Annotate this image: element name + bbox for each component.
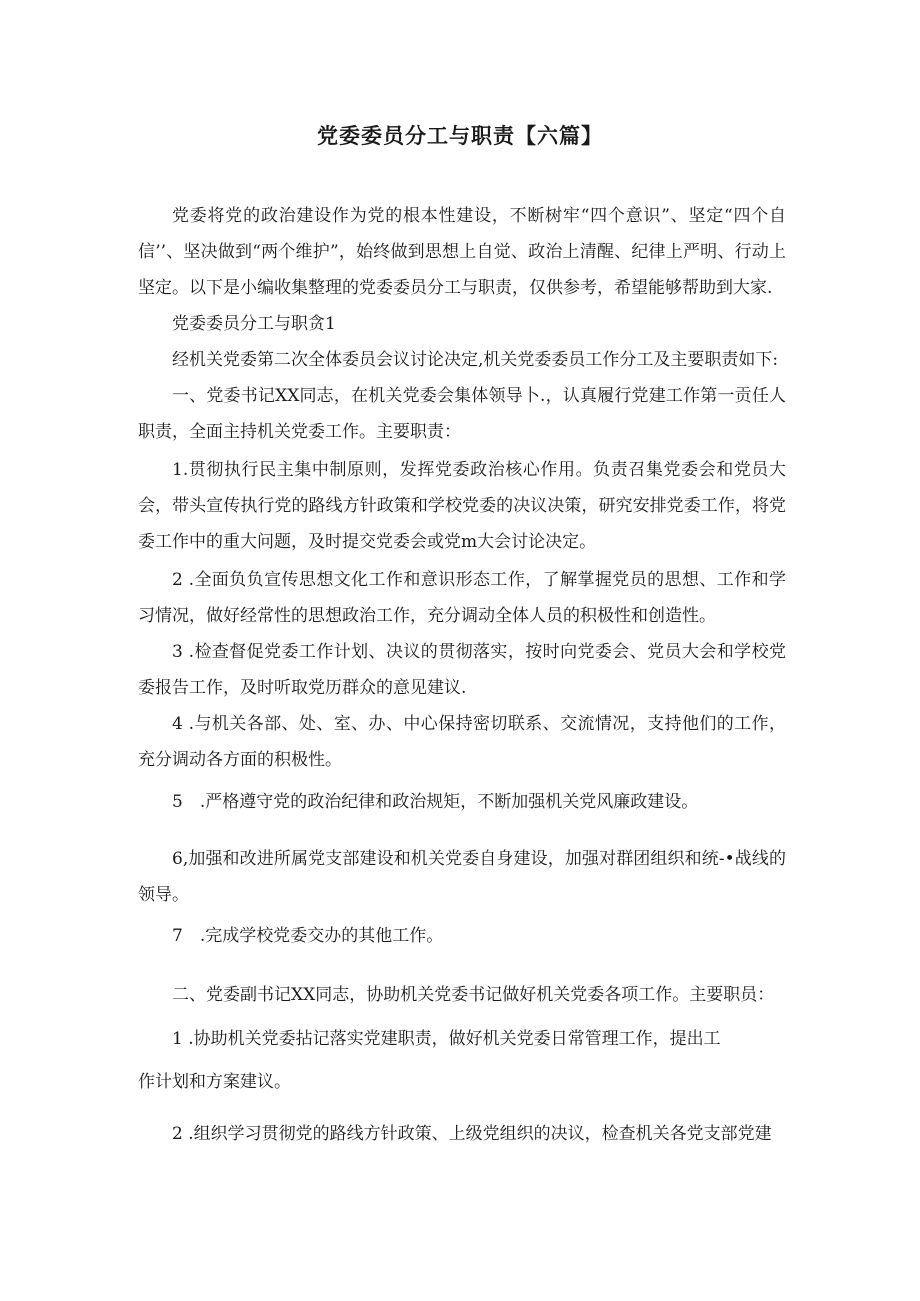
lead-paragraph: 经机关党委第二次全体委员会议讨论决定,机关党委委员工作分工及主要职责如下: (172, 350, 779, 370)
duty-item-2: 2 .全面负负宣传思想文化工作和意识形态工作，了解掌握党员的思想、工作和学习情况，做好经常性的思想政治工作，充分调动全体人员的积极性和创造性。 (138, 570, 786, 626)
part2-item-1-line2: 作计划和方案建议。 (138, 1072, 291, 1092)
document-title: 党委委员分工与职责【六篇】 (317, 124, 603, 148)
duty-item-7: 7 .完成学校党委交办的其他工作。 (172, 926, 444, 946)
duty-item-1: 1.贯彻执行民主集中制原则，发挥党委政治核心作用。负责召集党委会和党员大会，带头宣传执行党的路线方针政策和学校党委的决议决策，研究安排党委工作，将党委工作中的重大问题，及时提交党委会或党m大会讨论决定。 (138, 460, 786, 552)
part2-heading: 二、党委副书记XX同志，协助机关党委书记做好机关党委各项工作。主要职员： (172, 985, 775, 1005)
duty-item-6: 6,加强和改进所属党支部建设和机关党委自身建设，加强对群团组织和统-•战线的领导。 (138, 849, 786, 905)
part2-item-1-line1: 1 .协助机关党委拈记落实党建职责，做好机关党委日常管理工作，提出工 (172, 1029, 721, 1049)
duty-item-4: 4 .与机关各部、处、室、办、中心保持密切联系、交流情况，支持他们的工作，充分调动各方面的积极性。 (138, 714, 786, 770)
intro-paragraph: 党委将党的政治建设作为党的根本性建设，不断树牢“四个意识”、坚定“四个自信’’、坚决做到“两个维护”，始终做到思想上自觉、政治上清醒、纪律上严明、行动上坚定。以下是小编收集整理的党委委员分工与职责，仅供参考，希望能够帮助到大家. (138, 206, 786, 298)
part2-item-2: 2 .组织学习贯彻党的路线方针政策、上级党组织的决议，检查机关各党支部党建 (172, 1124, 772, 1144)
duty-item-5: 5 .严格遵守党的政治纪律和政治规矩，不断加强机关党风廉政建设。 (172, 792, 699, 812)
duty-item-3: 3 .检查督促党委工作计划、决议的贯彻落实，按时向党委会、党员大会和学校党委报告工作，及时听取党历群众的意见建议. (138, 642, 786, 698)
part1-heading: 一、党委书记XX同志，在机关党委会集体领导卜.，认真履行党建工作第一贡任人职责，全面主持机关党委工作。主要职责： (138, 386, 786, 442)
section-heading: 党委委员分工与职贪1 (172, 314, 336, 334)
